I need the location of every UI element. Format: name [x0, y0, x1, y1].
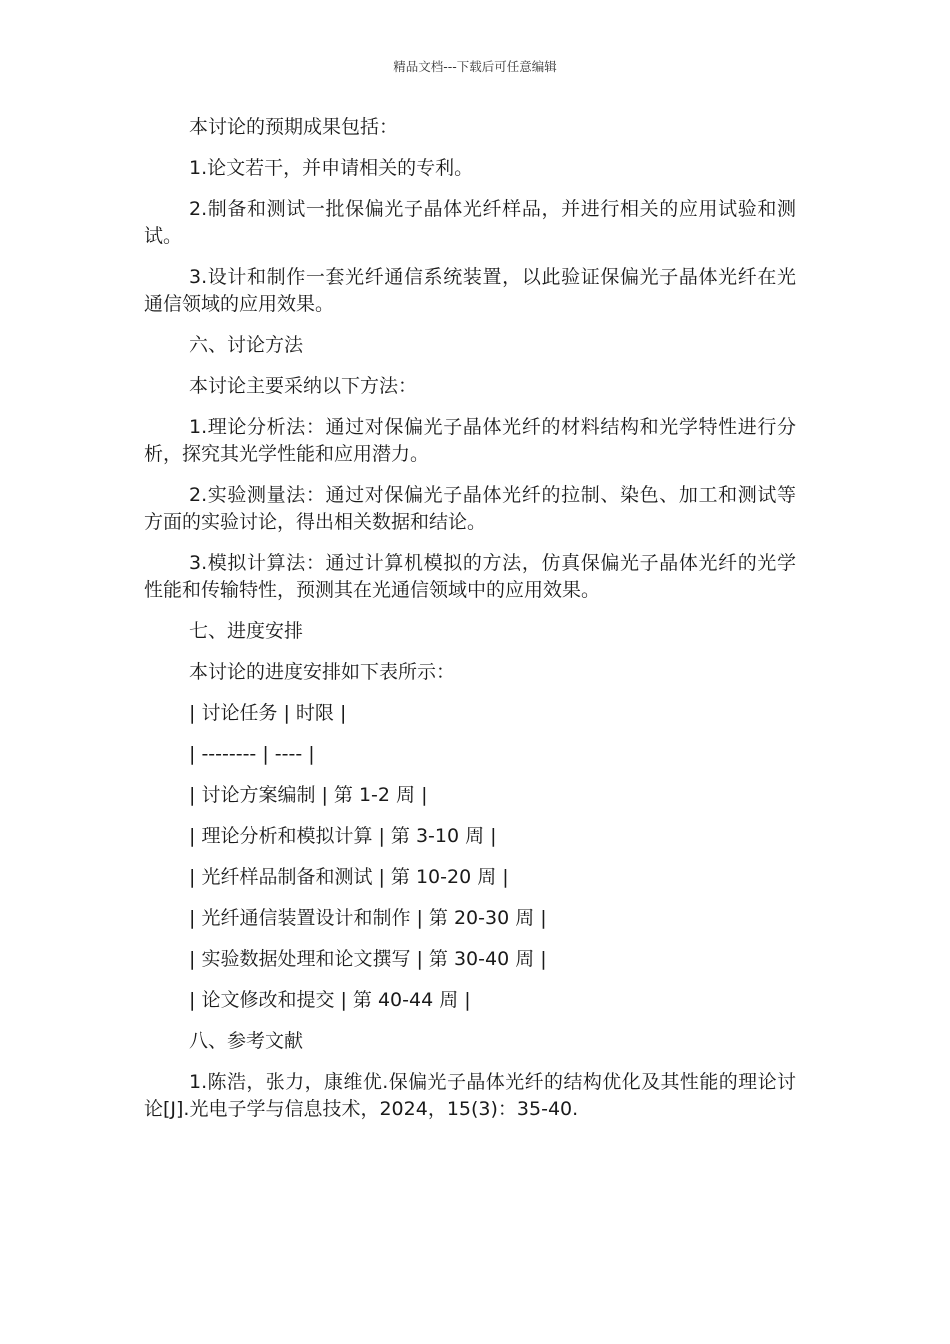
table-row: | 光纤通信装置设计和制作 | 第 20-30 周 |	[189, 907, 547, 929]
section-heading-schedule: 七、进度安排	[189, 620, 304, 642]
page-header: 精品文档---下载后可任意编辑	[393, 59, 557, 74]
paragraph-method-2: 2.实验测量法：通过对保偏光子晶体光纤的拉制、染色、加工和测试等方面的实验讨论，得出相关数据和结论。	[144, 484, 796, 533]
section-heading-references: 八、参考文献	[189, 1030, 304, 1052]
table-row-separator: | -------- | ---- |	[189, 743, 315, 765]
paragraph-result-2: 2.制备和测试一批保偏光子晶体光纤样品，并进行相关的应用试验和测试。	[144, 198, 796, 247]
document-body	[144, 114, 796, 1137]
table-row: | 理论分析和模拟计算 | 第 3-10 周 |	[189, 825, 497, 847]
paragraph-methods-intro: 本讨论主要采纳以下方法：	[189, 375, 418, 397]
paragraph-method-3: 3.模拟计算法：通过计算机模拟的方法，仿真保偏光子晶体光纤的光学性能和传输特性，预测其在光通信领域中的应用效果。	[144, 552, 796, 601]
table-row-header: | 讨论任务 | 时限 |	[189, 702, 347, 724]
table-row: | 实验数据处理和论文撰写 | 第 30-40 周 |	[189, 948, 547, 970]
paragraph-result-1: 1.论文若干，并申请相关的专利。	[189, 157, 474, 179]
paragraph-method-1: 1.理论分析法：通过对保偏光子晶体光纤的材料结构和光学特性进行分析，探究其光学性能和应用潜力。	[144, 416, 796, 465]
table-row: | 论文修改和提交 | 第 40-44 周 |	[189, 989, 471, 1011]
paragraph-result-3: 3.设计和制作一套光纤通信系统装置，以此验证保偏光子晶体光纤在光通信领域的应用效果。	[144, 266, 796, 315]
paragraph-schedule-intro: 本讨论的进度安排如下表所示：	[189, 661, 456, 683]
reference-item-1: 1.陈浩，张力，康维优.保偏光子晶体光纤的结构优化及其性能的理论讨论[J].光电子学与信息技术，2024，15(3)：35-40.	[144, 1071, 796, 1120]
paragraph-expected-results-intro: 本讨论的预期成果包括：	[189, 116, 399, 138]
table-row: | 光纤样品制备和测试 | 第 10-20 周 |	[189, 866, 509, 888]
table-row: | 讨论方案编制 | 第 1-2 周 |	[189, 784, 428, 806]
section-heading-methods: 六、讨论方法	[189, 334, 304, 356]
